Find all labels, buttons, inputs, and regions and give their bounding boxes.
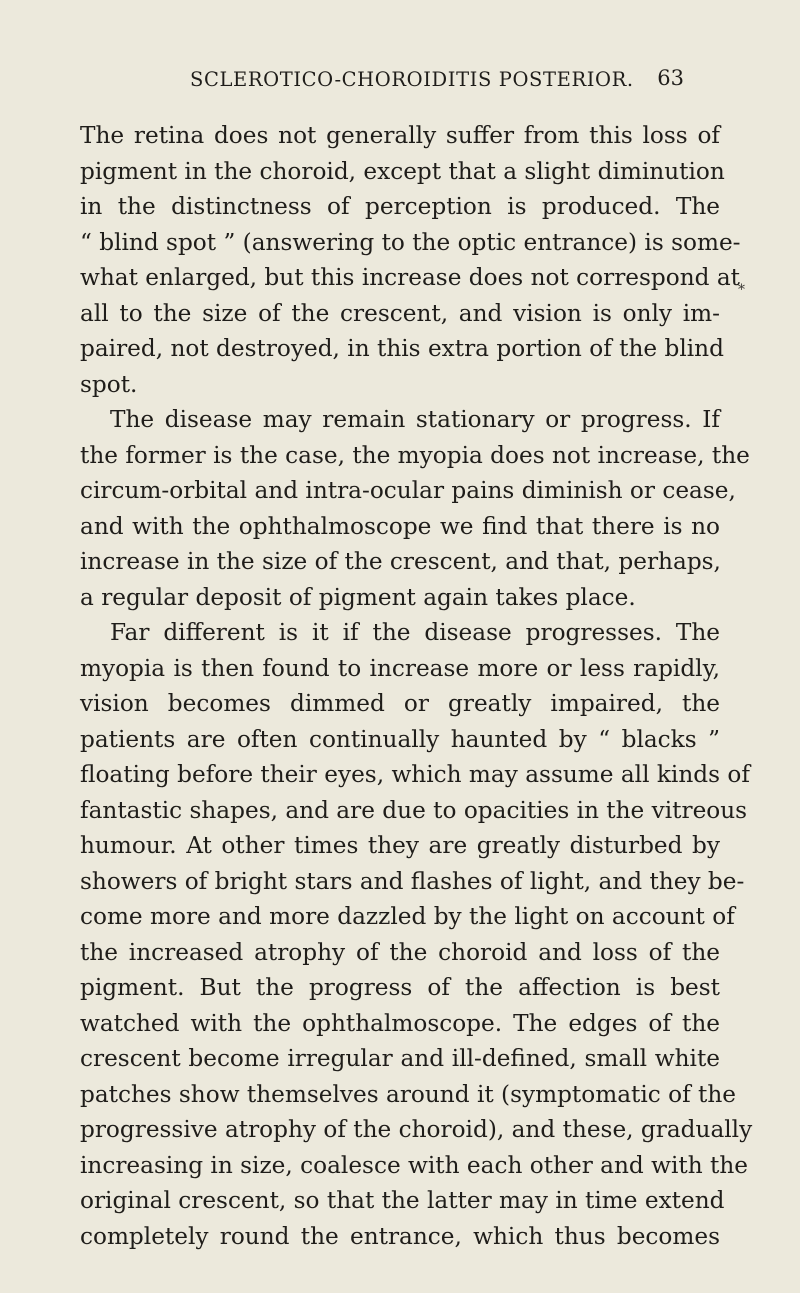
text-line: and with the ophthalmoscope we find that there is no [80, 512, 720, 540]
text-line: in the distinctness of perception is produced. The [80, 193, 720, 220]
text-line: circum-orbital and intra-ocular pains diminish or cease, [80, 477, 736, 504]
margin-mark: * [738, 282, 745, 298]
text-line: humour. At other times they are greatly disturbed by [80, 832, 720, 859]
text-line: all to the size of the crescent, and vision is only im- [80, 299, 720, 327]
running-title: SCLEROTICO-CHOROIDITIS POSTERIOR. [190, 68, 634, 91]
text-line: pigment. But the progress of the affection is best [80, 974, 720, 1001]
paragraph [80, 615, 753, 1254]
text-line: the increased atrophy of the choroid and loss of the [80, 938, 720, 966]
text-line: spot. [80, 370, 138, 398]
text-line: completely round the entrance, which thus becomes [80, 1222, 720, 1250]
text-line: patients are often continually haunted by “ blacks ” [80, 725, 720, 753]
text-line: progressive atrophy of the choroid), and these, gradually [80, 1116, 753, 1143]
page-number: 63 [657, 66, 684, 90]
text-line: fantastic shapes, and are due to opacities in the vitreous [80, 796, 748, 824]
text-line: watched with the ophthalmoscope. The edges of the [80, 1009, 720, 1037]
text-line: The disease may remain stationary or progress. If [110, 406, 720, 433]
text-line: original crescent, so that the latter may in time extend [80, 1187, 725, 1214]
text-line: floating before their eyes, which may assume all kinds of [80, 761, 750, 788]
text-line: myopia is then found to increase more or less rapidly, [80, 654, 720, 682]
text-line: increasing in size, coalesce with each other and with the [80, 1151, 748, 1179]
text-line: come more and more dazzled by the light on account of [80, 903, 735, 930]
text-line: vision becomes dimmed or greatly impaired, the [80, 690, 720, 717]
text-line: showers of bright stars and flashes of light, and they be- [80, 867, 745, 895]
text-line: crescent become irregular and ill-defined, small white [80, 1045, 720, 1072]
paragraph [80, 402, 750, 615]
text-line: paired, not destroyed, in this extra portion of the blind [80, 335, 724, 362]
paragraph [80, 118, 741, 402]
text-line: The retina does not generally suffer from this loss of [80, 122, 720, 149]
text-line: Far different is it if the disease progresses. The [110, 619, 720, 646]
text-line: increase in the size of the crescent, and that, perhaps, [80, 548, 721, 575]
body-text [80, 118, 753, 1254]
text-line: “ blind spot ” (answering to the optic entrance) is some- [80, 228, 741, 256]
text-line: a regular deposit of pigment again takes place. [80, 583, 636, 611]
text-line: what enlarged, but this increase does not correspond at [80, 264, 740, 291]
text-line: pigment in the choroid, except that a slight diminution [80, 157, 725, 185]
text-line: the former is the case, the myopia does not increase, the [80, 441, 750, 469]
text-line: patches show themselves around it (symptomatic of the [80, 1080, 736, 1108]
